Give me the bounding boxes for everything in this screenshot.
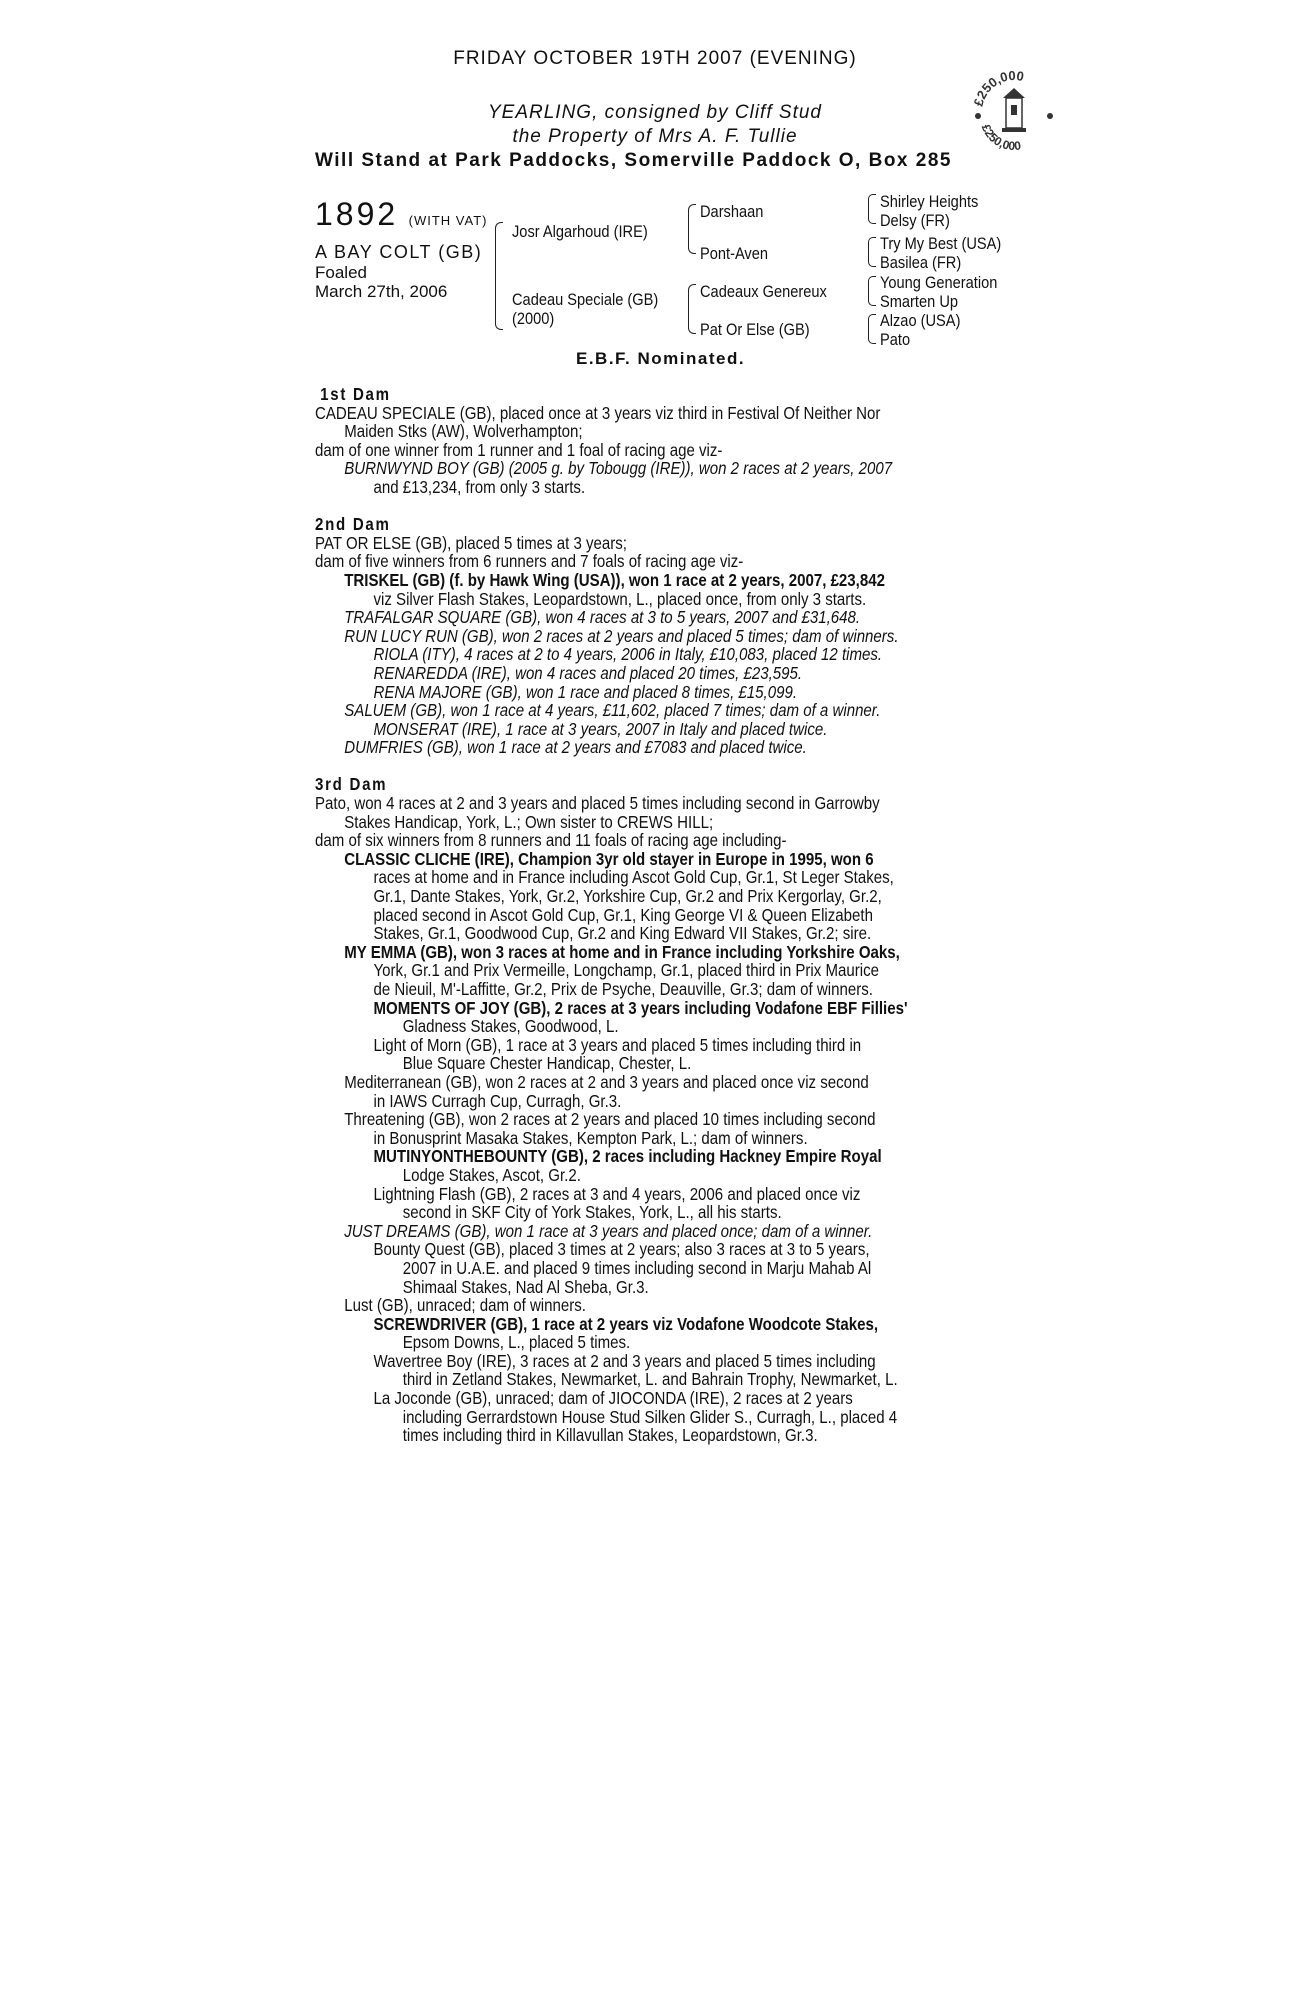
- pedigree-main-brace: [495, 222, 503, 330]
- dam3-line: Blue Square Chester Handicap, Chester, L.: [402, 1053, 692, 1074]
- dam2-line: RUN LUCY RUN (GB), won 2 races at 2 years and placed 5 times; dam of winners.: [344, 625, 899, 646]
- dam-dam-sire: Alzao (USA): [880, 311, 961, 330]
- dam-sire-sire: Young Generation: [880, 273, 998, 292]
- sire-name: Josr Algarhoud (IRE): [512, 222, 648, 241]
- dam3-line: SCREWDRIVER (GB), 1 race at 2 years viz Vodafone Woodcote Stakes,: [373, 1313, 879, 1334]
- dam2-line: TRISKEL (GB) (f. by Hawk Wing (USA)), won 1 race at 2 years, 2007, £23,842: [344, 569, 885, 590]
- date-line: FRIDAY OCTOBER 19TH 2007 (EVENING): [453, 48, 857, 69]
- seal-top-text: £250,000: [970, 67, 1026, 108]
- property-line: the Property of Mrs A. F. Tullie: [512, 126, 798, 147]
- dam3-line: in Bonusprint Masaka Stakes, Kempton Park, L.; dam of winners.: [373, 1127, 808, 1148]
- dam3-line: La Joconde (GB), unraced; dam of JIOCONDA (IRE), 2 races at 2 years: [373, 1388, 853, 1409]
- dam3-line: third in Zetland Stakes, Newmarket, L. and Bahrain Trophy, Newmarket, L.: [402, 1369, 898, 1390]
- dam3-line: Stakes Handicap, York, L.; Own sister to CREWS HILL;: [344, 811, 714, 832]
- sire-sire: Darshaan: [700, 202, 764, 221]
- dam3-line: Shimaal Stakes, Nad Al Sheba, Gr.3.: [402, 1276, 649, 1297]
- dam-sire-dam: Smarten Up: [880, 292, 959, 311]
- dam2-line: PAT OR ELSE (GB), placed 5 times at 3 years;: [315, 532, 627, 553]
- dam3-line: times including third in Killavullan Stakes, Leopardstown, Gr.3.: [402, 1425, 818, 1446]
- dam2-line: SALUEM (GB), won 1 race at 4 years, £11,602, placed 7 times; dam of a winner.: [344, 700, 881, 721]
- dam2-line: viz Silver Flash Stakes, Leopardstown, L., placed once, from only 3 starts.: [373, 588, 867, 609]
- vat-note: (WITH VAT): [408, 213, 488, 228]
- foaled-label: Foaled: [315, 263, 367, 282]
- dam1-line: and £13,234, from only 3 starts.: [373, 476, 586, 497]
- dam-dam: Pat Or Else (GB): [700, 320, 810, 339]
- horse-description: A BAY COLT (GB): [315, 242, 483, 262]
- dam3-line: Epsom Downs, L., placed 5 times.: [402, 1332, 631, 1353]
- dam3-line: de Nieuil, M'-Laffitte, Gr.2, Prix de Psyche, Deauville, Gr.3; dam of winners.: [373, 979, 873, 999]
- dam3-line: in IAWS Curragh Cup, Curragh, Gr.3.: [373, 1090, 622, 1111]
- dam3-line: Lightning Flash (GB), 2 races at 3 and 4 years, 2006 and placed once viz: [373, 1183, 861, 1204]
- dam3-line: second in SKF City of York Stakes, York, L., all his starts.: [402, 1202, 782, 1223]
- stand-line: Will Stand at Park Paddocks, Somerville Paddock O, Box 285: [315, 150, 952, 171]
- dam-name: Cadeau Speciale (GB): [512, 290, 659, 309]
- dam3-line: Lodge Stakes, Ascot, Gr.2.: [402, 1164, 581, 1185]
- dam-year: (2000): [512, 309, 555, 328]
- first-dam-heading: 1st Dam: [320, 384, 391, 404]
- dam3-line: dam of six winners from 8 runners and 11 foals of racing age including-: [315, 830, 787, 851]
- ds-brace: [868, 276, 876, 306]
- seal-bottom-text: £250,000: [978, 122, 1022, 154]
- dam3-line: Gladness Stakes, Goodwood, L.: [402, 1016, 619, 1037]
- dam1-line: BURNWYND BOY (GB) (2005 g. by Tobougg (IRE)), won 2 races at 2 years, 2007: [344, 458, 893, 479]
- third-dam-heading: 3rd Dam: [315, 774, 388, 795]
- dam3-line: Gr.1, Dante Stakes, York, Gr.2, Yorkshire Cup, Gr.2 and Prix Kergorlay, Gr.2,: [373, 886, 882, 907]
- tattersalls-seal-icon: [970, 60, 1058, 160]
- second-dam-heading: 2nd Dam: [315, 514, 391, 535]
- dam2-line: dam of five winners from 6 runners and 7 foals of racing age viz-: [315, 551, 744, 572]
- dam3-line: CLASSIC CLICHE (IRE), Champion 3yr old stayer in Europe in 1995, won 6: [344, 848, 874, 869]
- sire-dam-sire: Try My Best (USA): [880, 234, 1002, 253]
- dam3-line: Pato, won 4 races at 2 and 3 years and placed 5 times including second in Garrowby: [315, 793, 880, 814]
- dam3-line: Bounty Quest (GB), placed 3 times at 2 years; also 3 races at 3 to 5 years,: [373, 1239, 870, 1260]
- dam3-line: Threatening (GB), won 2 races at 2 years and placed 10 times including second: [344, 1109, 876, 1130]
- dam3-line: Wavertree Boy (IRE), 3 races at 2 and 3 years and placed 5 times including: [373, 1350, 876, 1371]
- sire-dam-dam: Basilea (FR): [880, 253, 962, 272]
- dam3-line: MY EMMA (GB), won 3 races at home and in France including Yorkshire Oaks,: [344, 941, 900, 962]
- dam2-line: TRAFALGAR SQUARE (GB), won 4 races at 3 to 5 years, 2007 and £31,648.: [344, 607, 861, 628]
- produce-record: [315, 385, 1063, 1445]
- dam3-line: Lust (GB), unraced; dam of winners.: [344, 1295, 586, 1316]
- dam3-line: MOMENTS OF JOY (GB), 2 races at 3 years including Vodafone EBF Fillies': [373, 997, 908, 1018]
- dam3-line: York, Gr.1 and Prix Vermeille, Longchamp, Gr.1, placed third in Prix Maurice: [373, 960, 880, 981]
- sire-sire-dam: Delsy (FR): [880, 211, 950, 230]
- dam-dam-dam: Pato: [880, 330, 911, 349]
- dam2-line: RENA MAJORE (GB), won 1 race and placed 8 times, £15,099.: [373, 681, 798, 702]
- dam3-line: placed second in Ascot Gold Cup, Gr.1, King George VI & Queen Elizabeth: [373, 904, 873, 925]
- dam-sire: Cadeaux Genereux: [700, 282, 827, 301]
- dam1-line: dam of one winner from 1 runner and 1 foal of racing age viz-: [315, 439, 723, 460]
- svg-text:£250,000: [979, 122, 1022, 153]
- dam3-line: MUTINYONTHEBOUNTY (GB), 2 races including Hackney Empire Royal: [373, 1146, 882, 1167]
- ebf-nomination: E.B.F. Nominated.: [576, 349, 746, 368]
- dam3-line: Light of Morn (GB), 1 race at 3 years and placed 5 times including third in: [373, 1034, 862, 1055]
- foaled-date: March 27th, 2006: [315, 282, 448, 301]
- dam3-line: Mediterranean (GB), won 2 races at 2 and 3 years and placed once viz second: [344, 1071, 869, 1092]
- dam3-line: including Gerrardstown House Stud Silken Glider S., Curragh, L., placed 4: [402, 1406, 898, 1427]
- dam2-line: RIOLA (ITY), 4 races at 2 to 4 years, 2006 in Italy, £10,083, placed 12 times.: [373, 644, 883, 665]
- dam2-line: MONSERAT (IRE), 1 race at 3 years, 2007 in Italy and placed twice.: [373, 718, 828, 739]
- dam3-line: 2007 in U.A.E. and placed 9 times including second in Marju Mahab Al: [402, 1257, 872, 1278]
- dam2-line: RENAREDDA (IRE), won 4 races and placed 20 times, £23,595.: [373, 662, 803, 683]
- sire-dam: Pont-Aven: [700, 244, 769, 263]
- dam1-line: Maiden Stks (AW), Wolverhampton;: [344, 421, 583, 442]
- sire-brace: [688, 204, 696, 254]
- dam3-line: JUST DREAMS (GB), won 1 race at 3 years and placed once; dam of a winner.: [344, 1220, 873, 1241]
- svg-text:£250,000: [971, 68, 1025, 108]
- dam2-line: DUMFRIES (GB), won 1 race at 2 years and £7083 and placed twice.: [344, 737, 807, 758]
- dam3-line: Stakes, Gr.1, Goodwood Cup, Gr.2 and King Edward VII Stakes, Gr.2; sire.: [373, 923, 872, 944]
- dam1-line: CADEAU SPECIALE (GB), placed once at 3 years viz third in Festival Of Neither Nor: [315, 402, 881, 423]
- ss-brace: [868, 194, 876, 224]
- lot-number-block: [315, 196, 487, 233]
- dam3-line: races at home and in France including Ascot Gold Cup, Gr.1, St Leger Stakes,: [373, 867, 894, 888]
- sire-sire-sire: Shirley Heights: [880, 192, 979, 211]
- consign-line: YEARLING, consigned by Cliff Stud: [488, 102, 822, 123]
- lot-number: 1892: [315, 196, 399, 232]
- sd-brace: [868, 237, 876, 267]
- dam-brace: [688, 284, 696, 334]
- dd-brace: [868, 314, 876, 344]
